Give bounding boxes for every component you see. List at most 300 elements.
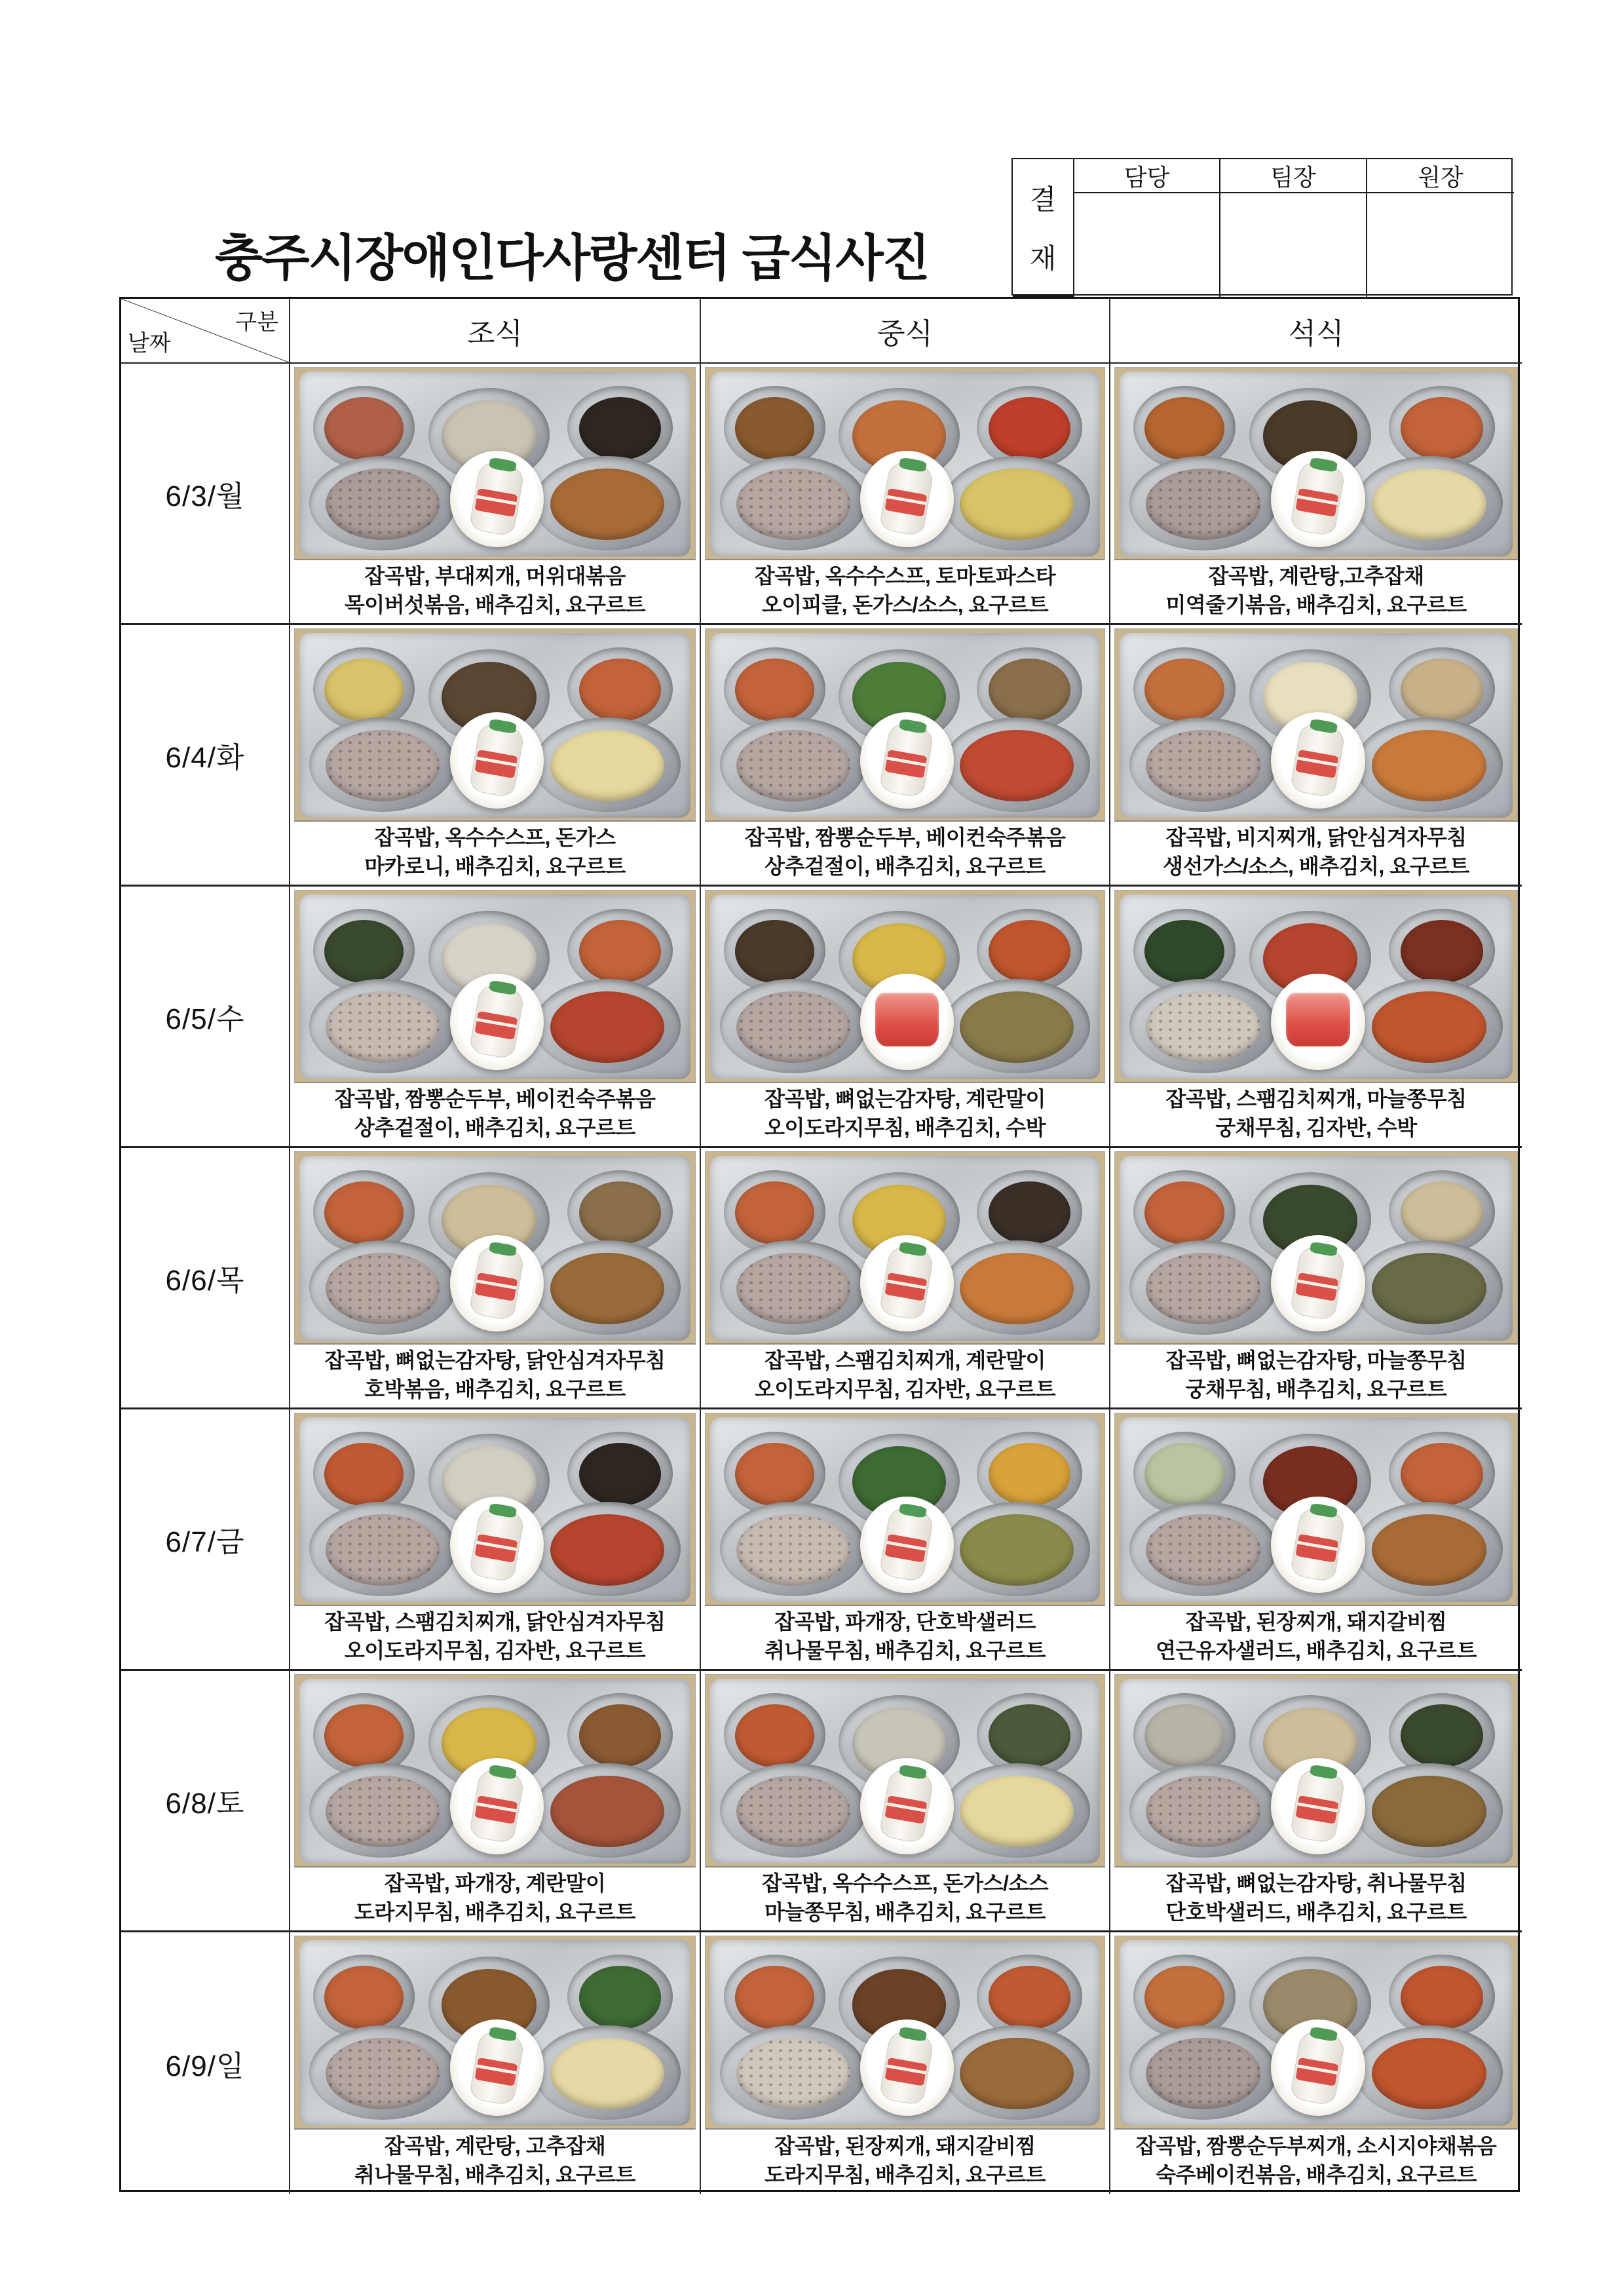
- meal-cell-breakfast: [290, 364, 701, 625]
- menu-line-2: 도라지무침, 배추김치, 요구르트: [354, 1900, 635, 1924]
- meal-tray: [299, 1940, 690, 2126]
- meal-photo: [705, 1413, 1105, 1606]
- food-well-soup: [1355, 1240, 1503, 1335]
- meal-menu: [701, 1345, 1109, 1407]
- menu-line-1: 잡곡밥, 뼈없는감자탕, 마늘쫑무침: [1165, 1349, 1467, 1372]
- meal-menu: [1110, 822, 1522, 885]
- center-bowl: [450, 1235, 544, 1331]
- food-soup: [550, 1776, 664, 1847]
- meal-tray: [299, 633, 690, 818]
- menu-line-2: 숙주베이컨볶음, 배추김치, 요구르트: [1156, 2163, 1477, 2187]
- food-soup: [1372, 1776, 1486, 1847]
- menu-line-2: 단호박샐러드, 배추김치, 요구르트: [1165, 1900, 1467, 1924]
- approval-stamp-char-2: 재: [1029, 242, 1057, 274]
- food-tl: [324, 397, 404, 460]
- approval-header-damdang: 담당: [1074, 159, 1220, 193]
- food-tr: [579, 397, 662, 460]
- meal-menu: [290, 1606, 700, 1669]
- center-bowl: [1271, 451, 1365, 547]
- food-tr: [989, 1181, 1070, 1244]
- food-tr: [579, 1443, 662, 1506]
- food-soup: [1372, 1253, 1486, 1324]
- food-soup: [1372, 991, 1486, 1063]
- meal-menu: [1110, 1867, 1522, 1930]
- date-label: 6/8/토: [165, 1788, 245, 1820]
- date-label: 6/4/화: [165, 742, 245, 774]
- yogurt-bottle: [878, 460, 935, 537]
- meal-photo: [294, 367, 696, 560]
- meal-cell-dinner: [1110, 887, 1522, 1148]
- meal-tray: [710, 1679, 1099, 1864]
- food-well-rice: [720, 2025, 866, 2120]
- watermelon-slice: [1286, 993, 1350, 1046]
- meal-photo: [294, 890, 696, 1083]
- yogurt-bottle: [1290, 2029, 1347, 2106]
- meal-menu: [701, 1083, 1109, 1146]
- food-well-tl: [1133, 1955, 1236, 2038]
- food-well-soup: [1355, 2025, 1503, 2120]
- food-rice: [326, 730, 440, 801]
- center-bowl: [860, 712, 954, 809]
- menu-line-1: 잡곡밥, 계란탕,고추잡채: [1208, 564, 1424, 588]
- meal-photo: [294, 1151, 696, 1345]
- food-tl: [735, 920, 814, 983]
- food-well-rice: [720, 718, 866, 812]
- food-well-tl: [313, 1955, 415, 2038]
- center-bowl: [450, 1758, 544, 1854]
- food-tr: [989, 920, 1070, 983]
- food-soup: [1372, 2038, 1486, 2110]
- date-label: 6/9/일: [165, 2050, 245, 2082]
- center-bowl: [1271, 1497, 1365, 1593]
- food-tr: [579, 1181, 662, 1244]
- food-well-soup: [1355, 718, 1503, 812]
- food-well-rice: [1129, 979, 1277, 1073]
- food-rice: [736, 1776, 850, 1847]
- food-tl: [324, 1181, 404, 1244]
- yogurt-bottle: [878, 1506, 935, 1582]
- meal-tray: [710, 633, 1099, 818]
- food-tr: [1401, 659, 1483, 721]
- yogurt-bottle: [468, 1244, 525, 1321]
- center-bowl: [860, 974, 954, 1070]
- yogurt-bottle: [468, 721, 525, 798]
- food-rice: [326, 991, 440, 1063]
- menu-line-2: 취나물무침, 배추김치, 요구르트: [354, 2163, 635, 2187]
- meal-cell-dinner: [1110, 364, 1522, 625]
- meal-menu: [290, 822, 700, 885]
- meal-photo: [705, 1936, 1105, 2130]
- meal-menu: [701, 1606, 1109, 1669]
- food-soup: [1372, 469, 1486, 540]
- food-well-rice: [309, 1763, 456, 1858]
- menu-line-2: 오이도라지무침, 김자반, 요구르트: [344, 1639, 646, 1662]
- meal-menu: [701, 560, 1109, 623]
- date-label: 6/5/수: [165, 1003, 245, 1035]
- food-tr: [579, 920, 662, 983]
- food-well-rice: [1129, 1240, 1277, 1335]
- food-well-rice: [1129, 1763, 1277, 1858]
- corner-label-gubun: 구분: [235, 310, 278, 335]
- food-well-soup: [944, 1502, 1090, 1596]
- food-soup: [1372, 730, 1486, 801]
- corner-label-naljja: 날짜: [128, 331, 171, 356]
- food-soup: [960, 730, 1074, 801]
- meal-tray: [1120, 1417, 1512, 1602]
- meal-tray: [1120, 372, 1512, 556]
- table-corner-cell: [121, 299, 290, 364]
- meal-photo: [705, 1151, 1105, 1345]
- food-rice: [1146, 1514, 1260, 1586]
- food-soup: [960, 1253, 1074, 1324]
- menu-line-2: 궁채무침, 배추김치, 요구르트: [1185, 1377, 1447, 1401]
- date-cell: [121, 887, 290, 1148]
- yogurt-bottle: [468, 460, 525, 537]
- food-soup: [550, 1253, 664, 1324]
- column-header-breakfast: 조식: [290, 299, 701, 364]
- food-tl: [1144, 1181, 1224, 1244]
- menu-line-2: 마늘쫑무침, 배추김치, 요구르트: [765, 1900, 1046, 1924]
- meal-menu: [701, 822, 1109, 885]
- food-tr: [1401, 1704, 1483, 1767]
- meal-cell-dinner: [1110, 1932, 1522, 2194]
- food-tr: [1401, 1966, 1483, 2029]
- menu-line-2: 취나물무침, 배추김치, 요구르트: [765, 1639, 1046, 1662]
- yogurt-bottle: [1290, 721, 1347, 798]
- food-well-rice: [720, 456, 866, 550]
- meal-cell-dinner: [1110, 1671, 1522, 1932]
- meal-photo-table: [119, 297, 1520, 2192]
- food-tr: [989, 1443, 1070, 1506]
- menu-line-1: 잡곡밥, 뼈없는감자탕, 계란말이: [765, 1087, 1046, 1111]
- food-well-soup: [534, 1240, 681, 1335]
- center-bowl: [1271, 712, 1365, 809]
- food-rice: [1146, 1253, 1260, 1324]
- meal-cell-lunch: [701, 887, 1110, 1148]
- food-well-rice: [309, 456, 456, 550]
- menu-line-1: 잡곡밥, 옥수수스프, 토마토파스타: [754, 564, 1056, 588]
- yogurt-bottle: [468, 1506, 525, 1582]
- meal-menu: [701, 1867, 1109, 1930]
- food-tr: [579, 1966, 662, 2029]
- menu-line-2: 마카로니, 배추김치, 요구르트: [364, 854, 626, 878]
- meal-menu: [1110, 2130, 1522, 2194]
- food-well-rice: [309, 1240, 456, 1335]
- meal-cell-breakfast: [290, 1148, 701, 1409]
- food-tr: [989, 1704, 1070, 1767]
- meal-photo: [1114, 367, 1518, 560]
- food-rice: [326, 469, 440, 540]
- meal-photo: [294, 1413, 696, 1606]
- food-well-soup: [1355, 456, 1503, 550]
- menu-line-1: 잡곡밥, 파개장, 계란말이: [384, 1871, 606, 1895]
- date-cell: [121, 1932, 290, 2194]
- food-soup: [550, 2038, 664, 2110]
- food-tr: [1401, 1443, 1483, 1506]
- yogurt-bottle: [878, 1244, 935, 1321]
- food-tl: [1144, 1704, 1224, 1767]
- meal-photo: [705, 890, 1105, 1083]
- food-tl: [1144, 1966, 1224, 2029]
- center-bowl: [860, 451, 954, 547]
- food-tr: [989, 397, 1070, 460]
- menu-line-2: 오이도라지무침, 배추김치, 수박: [765, 1116, 1046, 1139]
- meal-menu: [290, 560, 700, 623]
- menu-line-1: 잡곡밥, 파개장, 단호박샐러드: [774, 1610, 1036, 1634]
- food-well-rice: [1129, 1502, 1277, 1596]
- menu-line-2: 오이도라지무침, 김자반, 요구르트: [754, 1377, 1056, 1401]
- yogurt-bottle: [468, 983, 525, 1060]
- center-bowl: [860, 2019, 954, 2116]
- food-well-rice: [1129, 2025, 1277, 2120]
- meal-tray: [299, 894, 690, 1079]
- center-bowl: [1271, 1758, 1365, 1854]
- food-tl: [735, 1443, 814, 1506]
- page-title: 충주시장애인다사랑센터 급식사진: [214, 230, 930, 286]
- meal-photo: [1114, 1936, 1518, 2130]
- menu-line-1: 잡곡밥, 뼈없는감자탕, 취나물무침: [1165, 1871, 1467, 1895]
- food-well-rice: [309, 718, 456, 812]
- center-bowl: [860, 1758, 954, 1854]
- menu-line-1: 잡곡밥, 비지찌개, 닭안심겨자무침: [1165, 826, 1467, 849]
- food-tl: [324, 1704, 404, 1767]
- meal-cell-breakfast: [290, 1932, 701, 2194]
- food-well-rice: [1129, 718, 1277, 812]
- meal-cell-dinner: [1110, 1409, 1522, 1671]
- menu-line-2: 도라지무침, 배추김치, 요구르트: [765, 2163, 1046, 2187]
- meal-menu: [1110, 1345, 1522, 1407]
- menu-line-2: 미역줄기볶음, 배추김치, 요구르트: [1165, 593, 1467, 617]
- food-well-rice: [720, 1763, 866, 1858]
- menu-line-1: 잡곡밥, 뼈없는감자탕, 닭안심겨자무침: [324, 1349, 666, 1372]
- center-bowl: [450, 2019, 544, 2116]
- menu-line-1: 잡곡밥, 부대찌개, 머위대볶음: [364, 564, 626, 588]
- food-well-soup: [534, 456, 681, 550]
- food-well-soup: [944, 2025, 1090, 2120]
- food-rice: [326, 1776, 440, 1847]
- menu-line-2: 생선가스/소스, 배추김치, 요구르트: [1163, 854, 1469, 878]
- center-bowl: [860, 1235, 954, 1331]
- food-rice: [1146, 991, 1260, 1063]
- meal-menu: [701, 2130, 1109, 2194]
- center-bowl: [1271, 2019, 1365, 2116]
- food-soup: [550, 469, 664, 540]
- meal-cell-lunch: [701, 1671, 1110, 1932]
- food-tl: [735, 659, 814, 721]
- meal-tray: [1120, 1940, 1512, 2126]
- menu-line-1: 잡곡밥, 짬뽕순두부, 베이컨숙주볶음: [744, 826, 1066, 849]
- food-well-rice: [720, 1240, 866, 1335]
- meal-tray: [710, 894, 1099, 1079]
- meal-cell-dinner: [1110, 625, 1522, 887]
- menu-line-1: 잡곡밥, 스팸김치찌개, 마늘쫑무침: [1165, 1087, 1467, 1111]
- food-well-soup: [534, 1763, 681, 1858]
- food-rice: [326, 1514, 440, 1586]
- food-well-soup: [944, 979, 1090, 1073]
- menu-line-1: 잡곡밥, 된장찌개, 돼지갈비찜: [774, 2134, 1036, 2158]
- meal-menu: [290, 1083, 700, 1146]
- food-well-rice: [309, 979, 456, 1073]
- food-well-soup: [944, 1763, 1090, 1858]
- meal-cell-lunch: [701, 1409, 1110, 1671]
- food-well-soup: [944, 1240, 1090, 1335]
- food-rice: [736, 1514, 850, 1586]
- menu-line-1: 잡곡밥, 된장찌개, 돼지갈비찜: [1185, 1610, 1447, 1634]
- food-well-tl: [724, 1955, 825, 2038]
- food-tr: [1401, 920, 1483, 983]
- yogurt-bottle: [468, 2029, 525, 2106]
- column-header-dinner: 석식: [1110, 299, 1522, 364]
- food-rice: [1146, 730, 1260, 801]
- menu-line-1: 잡곡밥, 짬뽕순두부, 베이컨숙주볶음: [334, 1087, 656, 1111]
- center-bowl: [860, 1497, 954, 1593]
- food-soup: [550, 1514, 664, 1586]
- date-cell: [121, 1409, 290, 1671]
- approval-header-timjang: 팀장: [1220, 159, 1367, 193]
- approval-box: [1011, 158, 1513, 296]
- food-well-soup: [534, 1502, 681, 1596]
- food-tl: [324, 920, 404, 983]
- meal-cell-lunch: [701, 625, 1110, 887]
- meal-tray: [299, 1417, 690, 1602]
- meal-tray: [710, 1940, 1099, 2126]
- meal-tray: [299, 1156, 690, 1341]
- food-tr: [579, 659, 662, 721]
- food-well-soup: [944, 456, 1090, 550]
- menu-line-2: 상추겉절이, 배추김치, 요구르트: [354, 1116, 635, 1139]
- meal-photo: [1114, 1674, 1518, 1867]
- food-tl: [1144, 397, 1224, 460]
- center-bowl: [450, 1497, 544, 1593]
- food-tr: [1401, 1181, 1483, 1244]
- date-cell: [121, 1148, 290, 1409]
- yogurt-bottle: [1290, 460, 1347, 537]
- food-soup: [550, 730, 664, 801]
- meal-tray: [710, 372, 1099, 556]
- food-well-soup: [1355, 979, 1503, 1073]
- center-bowl: [1271, 974, 1365, 1070]
- yogurt-bottle: [878, 2029, 935, 2106]
- meal-photo: [1114, 628, 1518, 822]
- yogurt-bottle: [1290, 1767, 1347, 1844]
- meal-tray: [710, 1156, 1099, 1341]
- meal-menu: [290, 2130, 700, 2194]
- menu-line-1: 잡곡밥, 옥수수스프, 돈가스: [374, 826, 616, 849]
- meal-cell-dinner: [1110, 1148, 1522, 1409]
- food-rice: [326, 1253, 440, 1324]
- yogurt-bottle: [1290, 1244, 1347, 1321]
- approval-sign-cell-2: [1220, 193, 1367, 297]
- meal-menu: [290, 1867, 700, 1930]
- meal-menu: [290, 1345, 700, 1407]
- food-soup: [960, 2038, 1074, 2110]
- food-tl: [324, 659, 404, 721]
- food-well-rice: [720, 979, 866, 1073]
- column-header-lunch: 중식: [701, 299, 1110, 364]
- meal-cell-lunch: [701, 1932, 1110, 2194]
- date-cell: [121, 625, 290, 887]
- center-bowl: [450, 712, 544, 809]
- meal-menu: [1110, 1083, 1522, 1146]
- meal-tray: [710, 1417, 1099, 1602]
- food-rice: [736, 991, 850, 1063]
- menu-line-2: 궁채무침, 김자반, 수박: [1215, 1116, 1417, 1139]
- meal-tray: [1120, 1679, 1512, 1864]
- food-soup: [550, 991, 664, 1063]
- menu-line-2: 연근유자샐러드, 배추김치, 요구르트: [1156, 1639, 1477, 1662]
- menu-line-1: 잡곡밥, 옥수수스프, 돈가스/소스: [761, 1871, 1049, 1895]
- food-tl: [1144, 1443, 1224, 1506]
- meal-tray: [1120, 894, 1512, 1079]
- meal-photo: [294, 1674, 696, 1867]
- food-well-rice: [309, 1502, 456, 1596]
- meal-tray: [1120, 1156, 1512, 1341]
- yogurt-bottle: [468, 1767, 525, 1844]
- food-tl: [735, 1181, 814, 1244]
- yogurt-bottle: [878, 1767, 935, 1844]
- menu-line-2: 목이버섯볶음, 배추김치, 요구르트: [344, 593, 646, 617]
- meal-tray: [299, 372, 690, 556]
- meal-photo: [705, 628, 1105, 822]
- food-rice: [1146, 2038, 1260, 2110]
- food-well-soup: [534, 2025, 681, 2120]
- food-tr: [1401, 397, 1483, 460]
- yogurt-bottle: [1290, 1506, 1347, 1582]
- meal-photo: [294, 628, 696, 822]
- food-rice: [736, 469, 850, 540]
- food-tl: [735, 1966, 814, 2029]
- menu-line-1: 잡곡밥, 짬뽕순두부찌개, 소시지야채볶음: [1135, 2134, 1497, 2158]
- center-bowl: [450, 974, 544, 1070]
- meal-photo: [1114, 890, 1518, 1083]
- watermelon-slice: [875, 993, 939, 1046]
- meal-menu: [1110, 560, 1522, 623]
- food-tl: [1144, 920, 1224, 983]
- food-rice: [1146, 469, 1260, 540]
- center-bowl: [1271, 1235, 1365, 1331]
- meal-photo: [705, 1674, 1105, 1867]
- food-soup: [960, 1514, 1074, 1586]
- meal-tray: [299, 1679, 690, 1864]
- menu-line-2: 상추겉절이, 배추김치, 요구르트: [765, 854, 1046, 878]
- food-well-soup: [1355, 1763, 1503, 1858]
- food-well-rice: [1129, 456, 1277, 550]
- menu-line-1: 잡곡밥, 스팸김치찌개, 닭안심겨자무침: [324, 1610, 666, 1634]
- food-well-rice: [309, 2025, 456, 2120]
- meal-cell-breakfast: [290, 1671, 701, 1932]
- date-cell: [121, 1671, 290, 1932]
- yogurt-bottle: [878, 721, 935, 798]
- food-rice: [736, 2038, 850, 2110]
- meal-photo: [1114, 1151, 1518, 1345]
- menu-line-1: 잡곡밥, 스팸김치찌개, 계란말이: [765, 1349, 1046, 1372]
- food-tl: [735, 1704, 814, 1767]
- meal-photo: [1114, 1413, 1518, 1606]
- approval-stamp-char-1: 결: [1029, 184, 1057, 216]
- food-tl: [324, 1443, 404, 1506]
- meal-photo: [705, 367, 1105, 560]
- food-rice: [736, 1253, 850, 1324]
- food-rice: [736, 730, 850, 801]
- date-label: 6/7/금: [165, 1526, 245, 1558]
- food-tl: [324, 1966, 404, 2029]
- food-rice: [1146, 1776, 1260, 1847]
- meal-cell-breakfast: [290, 1409, 701, 1671]
- food-tl: [1144, 659, 1224, 721]
- menu-line-2: 호박볶음, 배추김치, 요구르트: [364, 1377, 626, 1401]
- food-well-soup: [944, 718, 1090, 812]
- food-well-soup: [534, 979, 681, 1073]
